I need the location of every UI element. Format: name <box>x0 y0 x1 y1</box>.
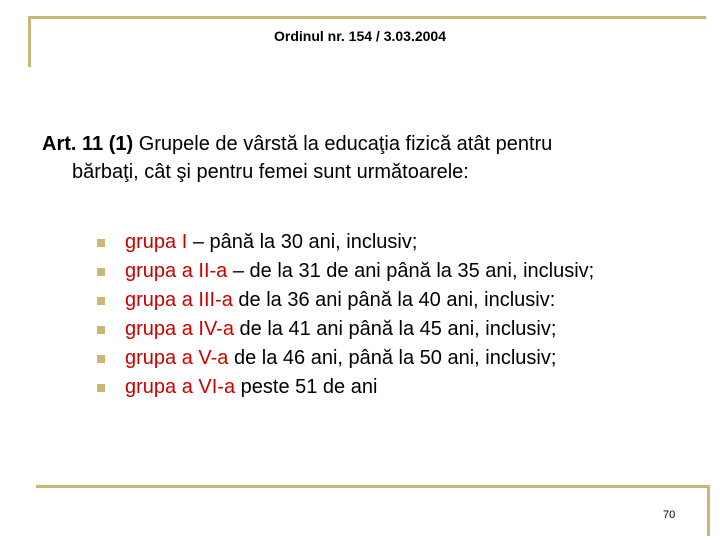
group-prefix: grupa a <box>125 376 199 398</box>
square-bullet-icon <box>97 384 105 392</box>
group-age-range: – până la 30 ani, inclusiv; <box>187 231 418 253</box>
group-prefix: grupa a <box>125 289 199 311</box>
list-item <box>92 315 594 344</box>
group-prefix: grupa a <box>125 260 199 282</box>
frame-right-border <box>707 485 710 536</box>
list-item <box>92 344 594 373</box>
group-age-range: de la 46 ani, până la 50 ani, inclusiv; <box>228 347 557 369</box>
list-item <box>92 373 594 402</box>
square-bullet-icon <box>97 239 105 247</box>
frame-top-border <box>28 16 706 19</box>
age-groups-list <box>92 228 594 402</box>
group-age-range: de la 41 ani până la 45 ani, inclusiv; <box>233 318 557 340</box>
slide-title: Ordinul nr. 154 / 3.03.2004 <box>274 28 446 44</box>
article-text-line2: bărbaţi, cât şi pentru femei sunt următoarele: <box>72 161 469 183</box>
group-name: IV-a <box>198 318 234 340</box>
group-prefix: grupa <box>125 231 182 253</box>
group-name: II-a <box>198 260 228 282</box>
page-number: 70 <box>663 509 676 521</box>
square-bullet-icon <box>97 355 105 363</box>
list-item <box>92 286 594 315</box>
article-text-line1: Grupele de vârstă la educaţia fizică atât pentru <box>133 133 553 155</box>
group-name: I <box>181 231 188 253</box>
group-prefix: grupa a <box>125 318 199 340</box>
square-bullet-icon <box>97 268 105 276</box>
frame-bottom-border <box>36 485 710 488</box>
group-prefix: grupa a <box>125 347 199 369</box>
group-name: III-a <box>198 289 233 311</box>
list-item <box>92 228 594 257</box>
group-age-range: – de la 31 de ani până la 35 ani, inclusiv; <box>227 260 595 282</box>
article-paragraph <box>42 130 687 186</box>
group-age-range: de la 36 ani până la 40 ani, inclusiv: <box>232 289 556 311</box>
article-number: Art. 11 (1) <box>42 133 134 155</box>
group-name: V-a <box>198 347 229 369</box>
square-bullet-icon <box>97 297 105 305</box>
group-age-range: peste 51 de ani <box>235 376 378 398</box>
group-name: VI-a <box>198 376 236 398</box>
square-bullet-icon <box>97 326 105 334</box>
list-item <box>92 257 594 286</box>
